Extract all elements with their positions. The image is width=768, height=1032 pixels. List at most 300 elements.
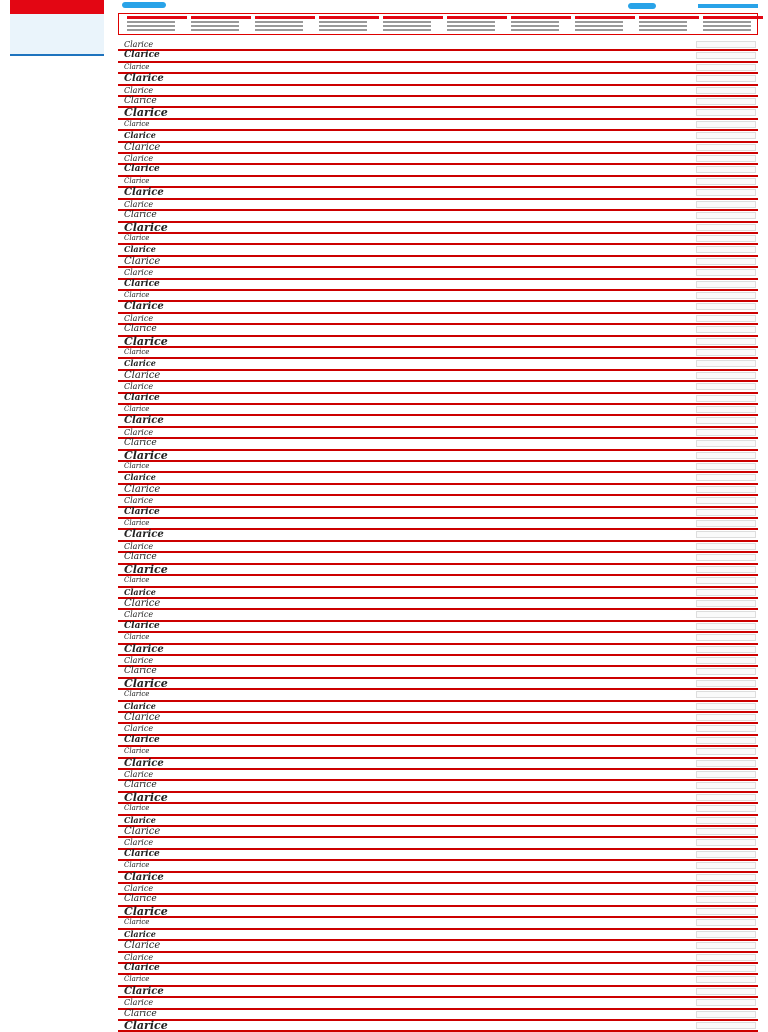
font-preview[interactable]: Clarice [124,998,154,1008]
font-preview[interactable]: Clarice [124,244,156,255]
font-preview[interactable]: Clarice [124,962,160,973]
filter-column[interactable] [575,16,635,33]
font-row[interactable] [118,1018,758,1032]
font-preview[interactable]: Clarice [124,620,160,631]
download-button[interactable] [696,805,756,812]
download-button[interactable] [696,75,756,82]
font-preview[interactable]: Clarice [124,233,150,242]
filter-option[interactable] [639,25,687,27]
download-button[interactable] [696,178,756,185]
filter-option[interactable] [127,25,175,27]
download-button[interactable] [696,395,756,402]
font-row[interactable] [118,884,758,895]
font-preview[interactable]: Clarice [124,130,156,141]
font-preview[interactable]: Clarice [124,529,164,541]
font-row[interactable] [118,40,758,51]
download-button[interactable] [696,269,756,276]
filter-option[interactable] [511,21,559,23]
font-preview[interactable]: Clarice [124,141,161,153]
font-preview[interactable]: Clarice [124,85,154,95]
filter-option[interactable] [447,21,495,23]
font-preview[interactable]: Clarice [124,1018,168,1032]
font-preview[interactable]: Clarice [124,884,154,894]
download-button[interactable] [696,554,756,561]
download-button[interactable] [696,520,756,527]
filter-column[interactable] [127,16,187,33]
download-button[interactable] [696,1011,756,1018]
download-button[interactable] [696,885,756,892]
font-preview[interactable]: Clarice [124,187,164,199]
filter-option[interactable] [255,21,303,23]
font-preview[interactable]: Clarice [124,1008,157,1019]
download-button[interactable] [696,474,756,481]
font-preview[interactable]: Clarice [124,790,168,804]
download-button[interactable] [696,1022,756,1029]
font-row[interactable] [118,448,758,462]
font-row[interactable] [118,576,758,587]
font-row[interactable] [118,873,758,884]
font-preview[interactable]: Clarice [124,711,161,723]
filter-option[interactable] [575,29,623,31]
download-button[interactable] [696,771,756,778]
download-button[interactable] [696,281,756,288]
font-row[interactable] [118,496,758,507]
font-row[interactable] [118,245,758,256]
download-button[interactable] [696,760,756,767]
download-button[interactable] [696,714,756,721]
font-row[interactable] [118,770,758,781]
download-button[interactable] [696,189,756,196]
font-row[interactable] [118,143,758,154]
font-preview[interactable]: Clarice [124,747,150,756]
font-preview[interactable]: Clarice [124,448,168,462]
font-row[interactable] [118,622,758,633]
download-button[interactable] [696,360,756,367]
download-button[interactable] [696,326,756,333]
font-row[interactable] [118,280,758,291]
font-row[interactable] [118,599,758,610]
download-button[interactable] [696,954,756,961]
download-button[interactable] [696,486,756,493]
font-preview[interactable]: Clarice [124,700,156,711]
download-button[interactable] [696,988,756,995]
font-preview[interactable]: Clarice [124,894,157,905]
font-preview[interactable]: Clarice [124,724,154,734]
font-preview[interactable]: Clarice [124,392,160,403]
download-button[interactable] [696,144,756,151]
font-row[interactable] [118,542,758,553]
filter-column[interactable] [191,16,251,33]
download-button[interactable] [696,725,756,732]
download-button[interactable] [696,999,756,1006]
font-preview[interactable]: Clarice [124,838,154,848]
filter-option[interactable] [511,25,559,27]
font-row[interactable] [118,220,758,234]
font-row[interactable] [118,462,758,473]
font-preview[interactable]: Clarice [124,199,154,209]
font-preview[interactable]: Clarice [124,541,154,551]
download-button[interactable] [696,531,756,538]
font-preview[interactable]: Clarice [124,472,156,483]
font-row[interactable] [118,930,758,941]
font-row[interactable] [118,86,758,97]
font-row[interactable] [118,987,758,998]
font-preview[interactable]: Clarice [124,918,150,927]
font-row[interactable] [118,325,758,336]
font-row[interactable] [118,188,758,199]
font-row[interactable] [118,702,758,713]
font-preview[interactable]: Clarice [124,210,157,221]
download-button[interactable] [696,303,756,310]
download-button[interactable] [696,611,756,618]
filter-option[interactable] [255,29,303,31]
download-button[interactable] [696,851,756,858]
font-row[interactable] [118,633,758,644]
font-row[interactable] [118,781,758,792]
filter-option[interactable] [383,21,431,23]
font-row[interactable] [118,530,758,541]
download-button[interactable] [696,429,756,436]
filter-option[interactable] [575,21,623,23]
download-button[interactable] [696,87,756,94]
font-row[interactable] [118,165,758,176]
font-row[interactable] [118,610,758,621]
font-preview[interactable]: Clarice [124,597,161,609]
download-button[interactable] [696,976,756,983]
download-button[interactable] [696,463,756,470]
filter-option[interactable] [511,29,559,31]
font-row[interactable] [118,473,758,484]
font-preview[interactable]: Clarice [124,552,157,563]
font-preview[interactable]: Clarice [124,278,160,289]
font-row[interactable] [118,588,758,599]
font-row[interactable] [118,816,758,827]
promo-banner[interactable] [118,0,758,12]
font-row[interactable] [118,904,758,918]
font-preview[interactable]: Clarice [124,62,150,71]
font-preview[interactable]: Clarice [124,676,168,690]
font-row[interactable] [118,676,758,690]
download-button[interactable] [696,52,756,59]
font-row[interactable] [118,838,758,849]
font-row[interactable] [118,804,758,815]
download-button[interactable] [696,121,756,128]
filter-option[interactable] [639,29,687,31]
filter-column[interactable] [511,16,571,33]
font-row[interactable] [118,964,758,975]
font-row[interactable] [118,998,758,1009]
font-row[interactable] [118,724,758,735]
font-preview[interactable]: Clarice [124,506,160,517]
font-row[interactable] [118,63,758,74]
brand-logo[interactable] [10,0,104,14]
font-row[interactable] [118,918,758,929]
download-button[interactable] [696,828,756,835]
download-button[interactable] [696,201,756,208]
filter-option[interactable] [703,25,751,27]
font-preview[interactable]: Clarice [124,904,168,918]
filter-option[interactable] [703,29,751,31]
font-preview[interactable]: Clarice [124,106,168,120]
download-button[interactable] [696,566,756,573]
font-row[interactable] [118,645,758,656]
download-button[interactable] [696,691,756,698]
filter-option[interactable] [383,25,431,27]
download-button[interactable] [696,315,756,322]
download-button[interactable] [696,668,756,675]
download-button[interactable] [696,406,756,413]
font-preview[interactable]: Clarice [124,119,150,128]
font-preview[interactable]: Clarice [124,826,161,838]
font-preview[interactable]: Clarice [124,154,154,164]
font-preview[interactable]: Clarice [124,164,160,175]
download-button[interactable] [696,246,756,253]
font-preview[interactable]: Clarice [124,940,161,952]
download-button[interactable] [696,623,756,630]
font-preview[interactable]: Clarice [124,462,150,471]
download-button[interactable] [696,646,756,653]
font-row[interactable] [118,439,758,450]
font-preview[interactable]: Clarice [124,804,150,813]
download-button[interactable] [696,543,756,550]
download-button[interactable] [696,417,756,424]
download-button[interactable] [696,703,756,710]
font-preview[interactable]: Clarice [124,268,154,278]
filter-column[interactable] [319,16,379,33]
download-button[interactable] [696,383,756,390]
download-button[interactable] [696,965,756,972]
font-row[interactable] [118,108,758,119]
font-row[interactable] [118,211,758,222]
font-row[interactable] [118,895,758,906]
download-button[interactable] [696,737,756,744]
filter-option[interactable] [575,25,623,27]
download-button[interactable] [696,919,756,926]
font-row[interactable] [118,553,758,564]
font-row[interactable] [118,371,758,382]
font-row[interactable] [118,234,758,245]
font-row[interactable] [118,291,758,302]
font-preview[interactable]: Clarice [124,255,161,267]
download-button[interactable] [696,634,756,641]
download-button[interactable] [696,942,756,949]
filter-column[interactable] [383,16,443,33]
filter-column[interactable] [703,16,763,33]
download-button[interactable] [696,908,756,915]
filter-option[interactable] [639,21,687,23]
filter-option[interactable] [127,21,175,23]
font-preview[interactable]: Clarice [124,519,150,528]
font-preview[interactable]: Clarice [124,814,156,825]
font-row[interactable] [118,667,758,678]
font-row[interactable] [118,736,758,747]
filter-option[interactable] [319,29,367,31]
download-button[interactable] [696,258,756,265]
download-button[interactable] [696,748,756,755]
font-preview[interactable]: Clarice [124,358,156,369]
font-preview[interactable]: Clarice [124,96,157,107]
font-row[interactable] [118,268,758,279]
download-button[interactable] [696,349,756,356]
font-preview[interactable]: Clarice [124,928,156,939]
font-row[interactable] [118,747,758,758]
font-preview[interactable]: Clarice [124,369,161,381]
font-preview[interactable]: Clarice [124,586,156,597]
filter-option[interactable] [191,29,239,31]
font-preview[interactable]: Clarice [124,562,168,576]
download-button[interactable] [696,577,756,584]
download-button[interactable] [696,589,756,596]
font-row[interactable] [118,485,758,496]
font-preview[interactable]: Clarice [124,734,160,745]
font-row[interactable] [118,120,758,131]
filter-column[interactable] [447,16,507,33]
font-row[interactable] [118,74,758,85]
download-button[interactable] [696,64,756,71]
filter-option[interactable] [447,29,495,31]
download-button[interactable] [696,98,756,105]
download-button[interactable] [696,794,756,801]
font-preview[interactable]: Clarice [124,334,168,348]
font-row[interactable] [118,975,758,986]
font-preview[interactable]: Clarice [124,655,154,665]
font-preview[interactable]: Clarice [124,985,164,997]
font-row[interactable] [118,97,758,108]
download-button[interactable] [696,212,756,219]
filter-column[interactable] [639,16,699,33]
font-row[interactable] [118,519,758,530]
filter-option[interactable] [319,21,367,23]
download-button[interactable] [696,452,756,459]
download-button[interactable] [696,600,756,607]
font-preview[interactable]: Clarice [124,757,164,769]
filter-option[interactable] [191,25,239,27]
font-preview[interactable]: Clarice [124,73,164,85]
filter-option[interactable] [447,25,495,27]
font-row[interactable] [118,713,758,724]
font-row[interactable] [118,382,758,393]
font-row[interactable] [118,200,758,211]
banner-cta-button[interactable] [628,3,656,9]
download-button[interactable] [696,235,756,242]
font-preview[interactable]: Clarice [124,496,154,506]
download-button[interactable] [696,509,756,516]
font-preview[interactable]: Clarice [124,382,154,392]
filter-option[interactable] [191,21,239,23]
font-preview[interactable]: Clarice [124,483,161,495]
download-button[interactable] [696,338,756,345]
font-preview[interactable]: Clarice [124,770,154,779]
font-preview[interactable]: Clarice [124,643,164,655]
font-row[interactable] [118,953,758,964]
filter-option[interactable] [255,25,303,27]
font-preview[interactable]: Clarice [124,861,150,870]
font-preview[interactable]: Clarice [124,290,150,299]
download-button[interactable] [696,155,756,162]
filter-option[interactable] [703,21,751,23]
download-button[interactable] [696,657,756,664]
font-preview[interactable]: Clarice [124,50,160,61]
font-row[interactable] [118,508,758,519]
download-button[interactable] [696,224,756,231]
font-row[interactable] [118,690,758,701]
font-row[interactable] [118,827,758,838]
font-row[interactable] [118,850,758,861]
font-row[interactable] [118,131,758,142]
font-preview[interactable]: Clarice [124,347,150,356]
download-button[interactable] [696,931,756,938]
download-button[interactable] [696,132,756,139]
download-button[interactable] [696,166,756,173]
filter-option[interactable] [383,29,431,31]
font-preview[interactable]: Clarice [124,405,150,413]
font-preview[interactable]: Clarice [124,666,157,677]
font-row[interactable] [118,405,758,416]
font-row[interactable] [118,348,758,359]
font-row[interactable] [118,941,758,952]
font-row[interactable] [118,359,758,370]
font-row[interactable] [118,334,758,348]
font-preview[interactable]: Clarice [124,690,150,699]
filter-option[interactable] [319,25,367,27]
font-preview[interactable]: Clarice [124,176,150,185]
font-preview[interactable]: Clarice [124,952,154,962]
download-button[interactable] [696,839,756,846]
filter-column[interactable] [255,16,315,33]
font-preview[interactable]: Clarice [124,427,154,437]
font-row[interactable] [118,51,758,62]
font-preview[interactable]: Clarice [124,220,168,234]
download-button[interactable] [696,372,756,379]
download-button[interactable] [696,896,756,903]
font-row[interactable] [118,428,758,439]
font-preview[interactable]: Clarice [124,301,164,313]
font-row[interactable] [118,656,758,667]
font-preview[interactable]: Clarice [124,975,150,984]
download-button[interactable] [696,497,756,504]
font-row[interactable] [118,790,758,804]
download-button[interactable] [696,292,756,299]
font-row[interactable] [118,1010,758,1021]
font-row[interactable] [118,562,758,576]
download-button[interactable] [696,109,756,116]
download-button[interactable] [696,680,756,687]
font-preview[interactable]: Clarice [124,610,154,620]
font-preview[interactable]: Clarice [124,848,160,859]
font-preview[interactable]: Clarice [124,40,154,49]
font-row[interactable] [118,177,758,188]
font-row[interactable] [118,154,758,165]
font-preview[interactable]: Clarice [124,576,150,585]
download-button[interactable] [696,41,756,48]
font-row[interactable] [118,861,758,872]
font-preview[interactable]: Clarice [124,438,157,449]
font-preview[interactable]: Clarice [124,633,150,642]
font-preview[interactable]: Clarice [124,871,164,883]
font-preview[interactable]: Clarice [124,780,157,791]
download-button[interactable] [696,817,756,824]
font-row[interactable] [118,759,758,770]
download-button[interactable] [696,440,756,447]
font-row[interactable] [118,394,758,405]
font-row[interactable] [118,257,758,268]
font-preview[interactable]: Clarice [124,313,154,323]
font-preview[interactable]: Clarice [124,324,157,335]
download-button[interactable] [696,874,756,881]
download-button[interactable] [696,782,756,789]
filter-option[interactable] [127,29,175,31]
font-row[interactable] [118,302,758,313]
